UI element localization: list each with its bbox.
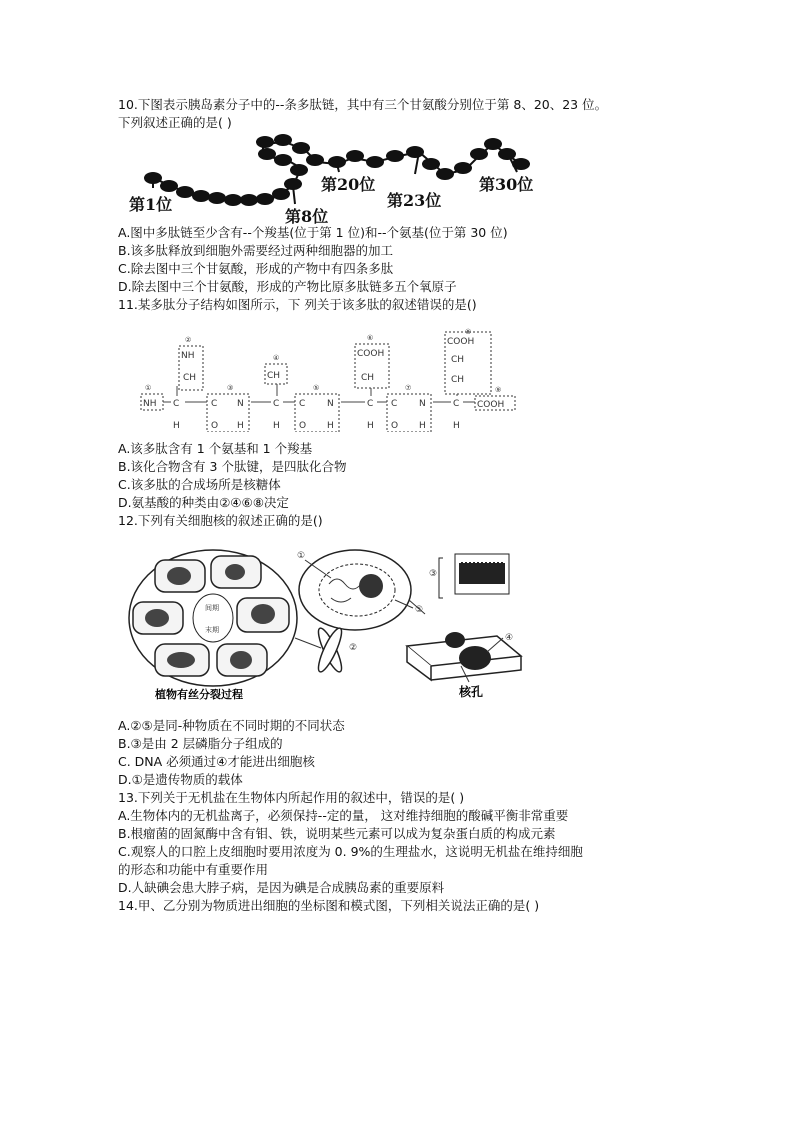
- svg-text:⑤: ⑤: [313, 384, 320, 392]
- svg-text:C: C: [211, 399, 218, 409]
- q10-option-d: D.除去图中三个甘氨酸，形成的产物比原多肽链多五个氧原子: [118, 279, 457, 294]
- mitosis-caption: 植物有丝分裂过程: [155, 688, 243, 701]
- q11-stem: 11.某多肽分子结构如图所示，下 列关于该多肽的叙述错误的是(): [118, 297, 477, 312]
- svg-text:C: C: [299, 399, 306, 409]
- svg-text:②: ②: [349, 643, 358, 653]
- label-pos-1: 第1位: [129, 195, 173, 214]
- svg-text:N: N: [419, 399, 426, 409]
- q12-option-a: A.②⑤是同-种物质在不同时期的不同状态: [118, 718, 345, 733]
- svg-text:④: ④: [273, 354, 280, 362]
- svg-text:H: H: [419, 421, 426, 431]
- svg-text:CH: CH: [267, 371, 281, 381]
- svg-text:⑤: ⑤: [415, 605, 424, 615]
- svg-text:⑦: ⑦: [405, 384, 412, 392]
- svg-text:末期: 末期: [205, 626, 219, 634]
- peptide-chain-figure: [125, 134, 545, 226]
- nuclear-pore-label: 核孔: [459, 685, 484, 699]
- svg-text:H: H: [237, 421, 244, 431]
- q14-stem: 14.甲、乙分别为物质进出细胞的坐标图和模式图，下列相关说法正确的是( ): [118, 898, 540, 913]
- svg-text:CH: CH: [451, 375, 465, 385]
- svg-text:C: C: [173, 399, 180, 409]
- svg-text:COOH: COOH: [477, 400, 505, 410]
- label-pos-30: 第30位: [479, 175, 534, 194]
- svg-text:①: ①: [297, 551, 306, 561]
- svg-text:H: H: [367, 421, 374, 431]
- svg-text:⑨: ⑨: [495, 386, 502, 394]
- svg-text:H: H: [273, 421, 280, 431]
- q12-option-b: B.③是由 2 层磷脂分子组成的: [118, 736, 283, 751]
- q11-option-a: A.该多肽含有 1 个氨基和 1 个羧基: [118, 441, 313, 456]
- q10-stem-line2: 下列叙述正确的是( ): [118, 115, 232, 130]
- q12-stem: 12.下列有关细胞核的叙述正确的是(): [118, 513, 323, 528]
- svg-text:C: C: [453, 399, 460, 409]
- svg-text:CH: CH: [183, 373, 197, 383]
- svg-text:C: C: [273, 399, 280, 409]
- nucleus-figure: [125, 540, 545, 706]
- svg-text:NH: NH: [143, 399, 157, 409]
- q12-option-c: C. DNA 必须通过④才能进出细胞核: [118, 754, 315, 769]
- q11-option-c: C.该多肽的合成场所是核糖体: [118, 477, 281, 492]
- svg-text:C: C: [391, 399, 398, 409]
- svg-text:COOH: COOH: [447, 337, 475, 347]
- svg-text:COOH: COOH: [357, 349, 385, 359]
- q13-option-b: B.根瘤菌的固氮酶中含有钼、铁，说明某些元素可以成为复杂蛋白质的构成元素: [118, 826, 556, 841]
- label-pos-20: 第20位: [321, 175, 376, 194]
- svg-text:⑧: ⑧: [465, 328, 472, 336]
- svg-text:CH: CH: [451, 355, 465, 365]
- svg-text:①: ①: [145, 384, 152, 392]
- q10-option-a: A.图中多肽链至少含有--个羧基(位于第 1 位)和--个氨基(位于第 30 位): [118, 225, 508, 240]
- amino-acid-beads: [144, 134, 530, 206]
- svg-text:③: ③: [227, 384, 234, 392]
- svg-text:O: O: [391, 421, 399, 431]
- svg-text:H: H: [327, 421, 334, 431]
- svg-text:⑥: ⑥: [367, 334, 374, 342]
- q13-option-d: D.人缺碘会患大脖子病，是因为碘是合成胰岛素的重要原料: [118, 880, 445, 895]
- label-pos-23: 第23位: [387, 191, 442, 210]
- q13-option-a: A.生物体内的无机盐离子，必须保持--定的量， 这对维持细胞的酸碱平衡非常重要: [118, 808, 569, 823]
- q13-option-c: C.观察人的口腔上皮细胞时要用浓度为 0. 9%的生理盐水，这说明无机盐在维持细胞: [118, 844, 583, 859]
- svg-text:C: C: [367, 399, 374, 409]
- q10-option-b: B.该多肽释放到细胞外需要经过两种细胞器的加工: [118, 243, 394, 258]
- q10-option-c: C.除去图中三个甘氨酸，形成的产物中有四条多肽: [118, 261, 394, 276]
- q13-stem: 13.下列关于无机盐在生物体内所起作用的叙述中，错误的是( ): [118, 790, 465, 805]
- q11-option-d: D.氨基酸的种类由②④⑥⑧决定: [118, 495, 289, 510]
- q11-option-b: B.该化合物含有 3 个肽键，是四肽化合物: [118, 459, 347, 474]
- polypeptide-structure-figure: [135, 328, 525, 432]
- label-pos-8: 第8位: [285, 207, 329, 226]
- svg-text:H: H: [173, 421, 180, 431]
- q12-option-d: D.①是遗传物质的载体: [118, 772, 243, 787]
- svg-text:O: O: [299, 421, 307, 431]
- svg-text:H: H: [453, 421, 460, 431]
- svg-text:N: N: [327, 399, 334, 409]
- svg-text:NH: NH: [181, 351, 195, 361]
- svg-text:CH: CH: [361, 373, 375, 383]
- q13-option-c-cont: 的形态和功能中有重要作用: [118, 862, 269, 877]
- svg-text:②: ②: [185, 336, 192, 344]
- svg-text:③: ③: [429, 569, 438, 579]
- q10-stem-line1: 10.下图表示胰岛素分子中的--条多肽链，其中有三个甘氨酸分别位于第 8、20、23 位。: [118, 97, 608, 112]
- svg-text:N: N: [237, 399, 244, 409]
- svg-text:④: ④: [505, 633, 514, 643]
- svg-text:间期: 间期: [205, 604, 219, 612]
- svg-text:O: O: [211, 421, 219, 431]
